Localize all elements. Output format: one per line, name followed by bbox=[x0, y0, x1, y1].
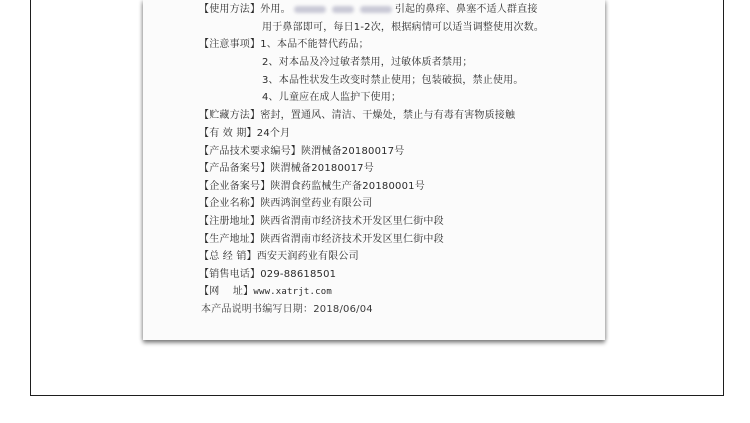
notes-label: 【注意事项】 bbox=[199, 39, 261, 50]
field-distributor bbox=[199, 251, 359, 263]
field-label: 【网 址】 bbox=[199, 286, 254, 297]
usage-continued: 用于鼻部即可，每日1-2次，根据病情可以适当调整使用次数。 bbox=[262, 22, 545, 33]
field-website bbox=[199, 286, 332, 298]
field-validity bbox=[199, 128, 290, 140]
field-product-record-no bbox=[199, 163, 374, 175]
redacted-text bbox=[294, 6, 326, 13]
field-value: 陕渭械备20180017号 bbox=[270, 163, 374, 174]
field-value: 029-88618501 bbox=[260, 269, 337, 280]
notes-item: 2、对本品及冷过敏者禁用，过敏体质者禁用； bbox=[262, 57, 473, 68]
field-value: 陕渭食药监械生产备20180001号 bbox=[270, 181, 425, 192]
field-label: 【销售电话】 bbox=[199, 269, 261, 280]
footer-date: 本产品说明书编写日期：2018/06/04 bbox=[201, 304, 373, 315]
field-label: 【总 经 销】 bbox=[199, 251, 257, 262]
redacted-text bbox=[360, 6, 392, 13]
redacted-text bbox=[332, 6, 354, 13]
field-value: 陕西省渭南市经济技术开发区里仁街中段 bbox=[260, 216, 444, 227]
usage-line bbox=[199, 4, 538, 16]
notes-item: 1、本品不能替代药品； bbox=[260, 39, 369, 50]
field-label: 【贮藏方法】 bbox=[199, 110, 261, 121]
field-value: 陕西鸿润堂药业有限公司 bbox=[260, 198, 373, 209]
field-label: 【产品技术要求编号】 bbox=[199, 146, 301, 157]
field-company-record-no bbox=[199, 181, 425, 193]
field-tech-req-no bbox=[199, 146, 405, 158]
field-company-name bbox=[199, 198, 372, 210]
notes-line bbox=[199, 39, 369, 51]
usage-label: 【使用方法】 bbox=[199, 4, 261, 15]
notes-item: 3、本品性状发生改变时禁止使用；包装破损，禁止使用。 bbox=[262, 75, 524, 86]
field-label: 【企业名称】 bbox=[199, 198, 261, 209]
usage-text-before: 外用。 bbox=[260, 4, 291, 15]
field-value: 西安天润药业有限公司 bbox=[256, 251, 359, 262]
field-registered-address bbox=[199, 216, 444, 228]
field-value: 密封，置通风、清洁、干燥处，禁止与有毒有害物质接触 bbox=[260, 110, 516, 121]
field-storage bbox=[199, 110, 515, 122]
field-label: 【生产地址】 bbox=[199, 234, 261, 245]
field-production-address bbox=[199, 234, 444, 246]
notes-item: 4、儿童应在成人监护下使用； bbox=[262, 92, 402, 103]
field-label: 【注册地址】 bbox=[199, 216, 261, 227]
field-value: 陕西省渭南市经济技术开发区里仁街中段 bbox=[260, 234, 444, 245]
field-label: 【有 效 期】 bbox=[199, 128, 257, 139]
usage-text-after: 引起的鼻痒、鼻塞不适人群直接 bbox=[394, 4, 538, 15]
field-value: 24个月 bbox=[256, 128, 291, 139]
field-sales-phone bbox=[199, 269, 336, 281]
field-label: 【产品备案号】 bbox=[199, 163, 271, 174]
field-value: www.xatrjt.com bbox=[253, 287, 332, 297]
field-label: 【企业备案号】 bbox=[199, 181, 271, 192]
field-value: 陕渭械备20180017号 bbox=[301, 146, 405, 157]
